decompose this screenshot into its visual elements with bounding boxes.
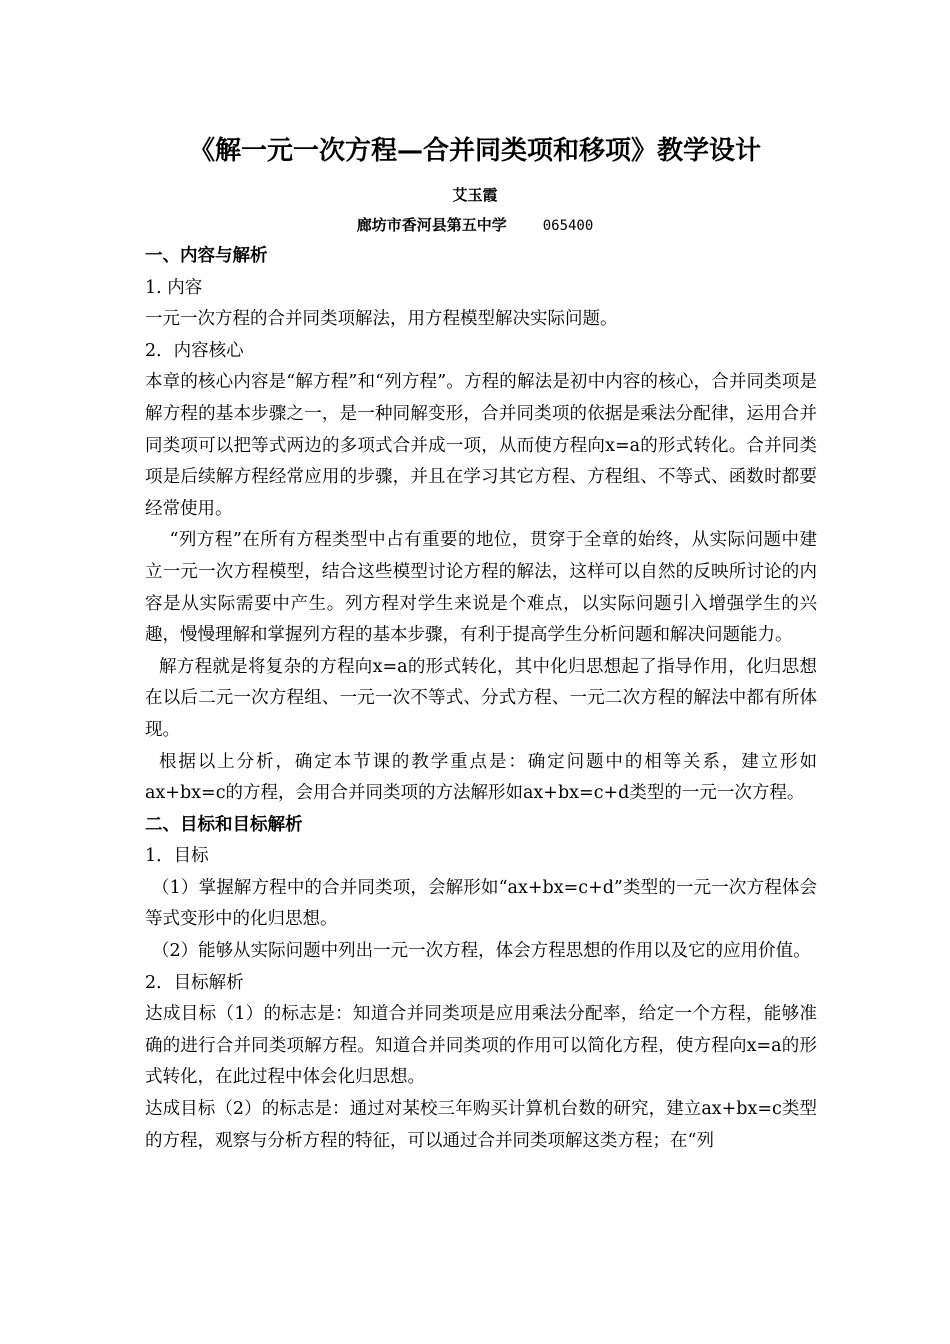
author-name: 艾玉霞: [452, 186, 498, 204]
paragraph: 根据以上分析，确定本节课的教学重点是：确定问题中的相等关系，建立形如ax+bx=c的方程，会用合并同类项的方法解形如ax+bx=c+d类型的一元一次方程。: [145, 751, 817, 804]
document-title: 《解一元一次方程—合并同类项和移项》教学设计: [188, 136, 761, 166]
paragraph: 本章的核心内容是“解方程”和“列方程”。方程的解法是初中内容的核心，合并同类项是解方程的基本步骤之一，是一种同解变形，合并同类项的依据是乘法分配律，运用合并同类项可以把等式两边的多项式合并成一项，从而使方程向x=a的形式转化。合并同类项是后续解方程经常应用的步骤，并且在学习其它方程、方程组、不等式、函数时都要经常使用。: [145, 372, 817, 519]
paragraph: 达成目标（2）的标志是：通过对某校三年购买计算机台数的研究，建立ax+bx=c类型的方程，观察与分析方程的特征，可以通过合并同类项解这类方程；在“列: [145, 1099, 817, 1151]
section-heading: 一、内容与解析: [145, 246, 268, 266]
paragraph: 一元一次方程的合并同类项解法，用方程模型解决实际问题。: [145, 309, 618, 330]
subsection-heading: 2．内容核心: [145, 340, 244, 361]
section-heading: 二、目标和目标解析: [145, 814, 303, 835]
paragraph: 解方程就是将复杂的方程向x=a的形式转化，其中化归思想起了指导作用，化归思想在以后二元一次方程组、一元一次不等式、分式方程、一元二次方程的解法中都有所体现。: [145, 656, 817, 740]
subsection-heading: 2．目标解析: [145, 972, 244, 993]
school-name: 廊坊市香河县第五中学: [356, 216, 507, 234]
document-body: [145, 241, 817, 1157]
goal-item: （1）掌握解方程中的合并同类项，会解形如“ax+bx=c+d”类型的一元一次方程体会等式变形中的化归思想。: [145, 877, 817, 930]
paragraph: 达成目标（1）的标志是：知道合并同类项是应用乘法分配率，给定一个方程，能够准确的进行合并同类项解方程。知道合并同类项的作用可以简化方程，使方程向x=a的形式转化，在此过程中体会化归思想。: [145, 1004, 817, 1088]
subsection-heading: 1. 内容: [145, 277, 203, 298]
author-affiliation: [0, 214, 950, 237]
postcode: 065400: [542, 218, 594, 234]
subsection-heading: 1．目标: [145, 846, 209, 867]
goal-item: （2）能够从实际问题中列出一元一次方程，体会方程思想的作用以及它的应用价值。: [152, 941, 811, 962]
paragraph: “列方程”在所有方程类型中占有重要的地位，贯穿于全章的始终，从实际问题中建立一元一次方程模型，结合这些模型讨论方程的解法，这样可以自然的反映所讨论的内容是从实际需要中产生。列方程对学生来说是个难点，以实际问题引入增强学生的兴趣，慢慢理解和掌握列方程的基本步骤，有利于提高学生分析问题和解决问题能力。: [145, 530, 817, 646]
